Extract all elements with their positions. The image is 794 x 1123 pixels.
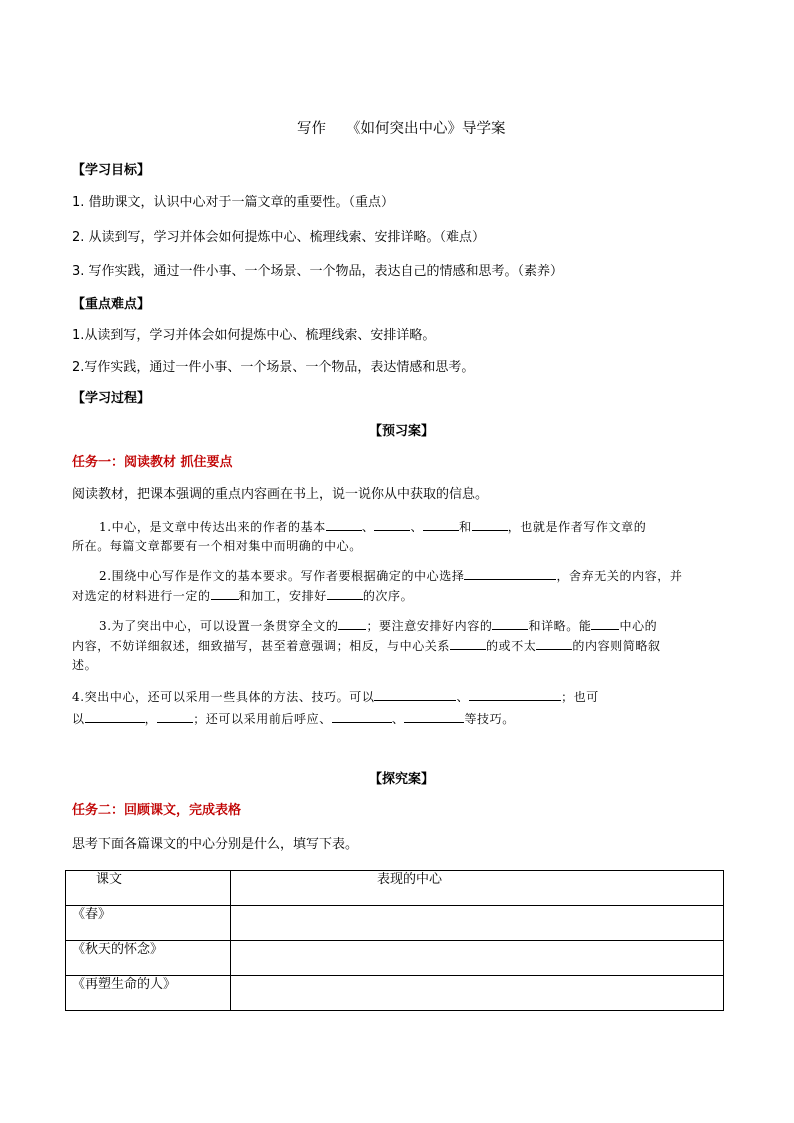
table-header-row: [66, 871, 724, 906]
text-span: 对选定的材料进行一定的: [72, 589, 211, 603]
table-cell-lesson: 《秋天的怀念》: [66, 941, 231, 976]
table-row: [66, 906, 724, 941]
fill-paragraph-1-cont: 所在。每篇文章都要有一个相对集中而明确的中心。: [72, 539, 362, 553]
answer-blank[interactable]: [338, 617, 366, 630]
lesson-center-table: [65, 870, 724, 1011]
section-heading-process: 【学习过程】: [72, 391, 151, 406]
table-cell-answer[interactable]: [231, 976, 724, 1011]
text-span: 和: [459, 520, 472, 534]
text-span: 4.突出中心，还可以采用一些具体的方法、技巧。可以: [72, 690, 375, 704]
answer-blank[interactable]: [374, 688, 456, 701]
text-span: 内容，不妨详细叙述，细致描写，甚至着意强调；相反，与中心关系: [72, 639, 451, 653]
table-cell-answer[interactable]: [231, 941, 724, 976]
header-label: 表现的中心: [377, 872, 443, 887]
fill-paragraph-4-cont: [72, 710, 515, 727]
text-span: ；也可: [561, 690, 599, 704]
answer-blank[interactable]: [464, 567, 556, 580]
answer-blank[interactable]: [85, 710, 145, 723]
text-span: 的次序。: [362, 589, 414, 603]
text-span: 等技巧。: [464, 712, 515, 726]
section-heading-preview: 【预习案】: [369, 424, 435, 439]
table-cell-lesson: 《春》: [66, 906, 231, 941]
table-row: [66, 976, 724, 1011]
table-cell-answer[interactable]: [231, 906, 724, 941]
answer-blank[interactable]: [211, 587, 239, 600]
objective-item: 3. 写作实践，通过一件小事、一个场景、一个物品，表达自己的情感和思考。（素养）: [72, 264, 564, 279]
answer-blank[interactable]: [536, 637, 572, 650]
text-span: 、: [456, 690, 470, 704]
fill-paragraph-2: [99, 567, 682, 584]
text-span: ；要注意安排好内容的: [366, 619, 493, 633]
text-span: 、: [410, 520, 424, 534]
table-cell-lesson: 《再塑生命的人》: [66, 976, 231, 1011]
text-span: 和详略。能: [528, 619, 592, 633]
table-header-cell: [66, 871, 231, 906]
text-span: 3.为了突出中心，可以设置一条贯穿全文的: [99, 619, 339, 633]
table-header-cell: [231, 871, 724, 906]
section-heading-keypoints: 【重点难点】: [72, 297, 151, 312]
answer-blank[interactable]: [327, 587, 363, 600]
objective-item: 1. 借助课文，认识中心对于一篇文章的重要性。（重点）: [72, 195, 395, 210]
text-span: ，舍弃无关的内容，并: [556, 569, 683, 583]
text-span: 2.围绕中心写作是作文的基本要求。写作者要根据确定的中心选择: [99, 569, 465, 583]
answer-blank[interactable]: [469, 688, 561, 701]
keypoint-item: 2.写作实践，通过一件小事、一个场景、一个物品，表达情感和思考。: [72, 360, 475, 375]
answer-blank[interactable]: [326, 518, 362, 531]
task2-intro: 思考下面各篇课文的中心分别是什么，填写下表。: [72, 837, 359, 852]
text-span: 和加工，安排好: [238, 589, 327, 603]
answer-blank[interactable]: [450, 637, 486, 650]
answer-blank[interactable]: [404, 710, 464, 723]
text-span: ；还可以采用前后呼应、: [193, 712, 332, 726]
objective-item: 2. 从读到写，学习并体会如何提炼中心、梳理线索、安排详略。（难点）: [72, 230, 486, 245]
answer-blank[interactable]: [492, 617, 528, 630]
text-span: 1.中心，是文章中传达出来的作者的基本: [99, 520, 326, 534]
task1-heading: 任务一：阅读教材 抓住要点: [72, 455, 233, 470]
text-span: 的或不太: [486, 639, 537, 653]
fill-paragraph-2-cont: [72, 587, 413, 604]
table-row: [66, 941, 724, 976]
text-span: 、: [391, 712, 405, 726]
text-span: 以: [72, 712, 85, 726]
task2-heading: 任务二：回顾课文，完成表格: [72, 803, 242, 818]
answer-blank[interactable]: [157, 710, 193, 723]
answer-blank[interactable]: [332, 710, 392, 723]
text-span: ，: [144, 712, 158, 726]
text-span: ，也就是作者写作文章的: [507, 520, 647, 534]
answer-blank[interactable]: [591, 617, 619, 630]
fill-paragraph-4: [72, 688, 599, 705]
section-heading-objectives: 【学习目标】: [72, 163, 151, 178]
fill-paragraph-3-end: 述。: [72, 658, 98, 672]
fill-paragraph-1: [99, 518, 646, 535]
text-span: 的内容则简略叙: [572, 639, 661, 653]
header-label: 课文: [96, 872, 123, 887]
fill-paragraph-3: [99, 617, 657, 634]
answer-blank[interactable]: [374, 518, 410, 531]
fill-paragraph-3-cont: [72, 637, 661, 654]
page-title: 《如何突出中心》导学案: [346, 121, 506, 137]
text-span: 中心的: [619, 619, 658, 633]
section-heading-explore: 【探究案】: [369, 772, 435, 787]
task1-intro: 阅读教材，把课本强调的重点内容画在书上，说一说你从中获取的信息。: [72, 487, 489, 502]
text-span: 、: [361, 520, 375, 534]
keypoint-item: 1.从读到写，学习并体会如何提炼中心、梳理线索、安排详略。: [72, 328, 436, 343]
answer-blank[interactable]: [472, 518, 508, 531]
answer-blank[interactable]: [423, 518, 459, 531]
page-title-prefix: 写作: [297, 121, 326, 137]
